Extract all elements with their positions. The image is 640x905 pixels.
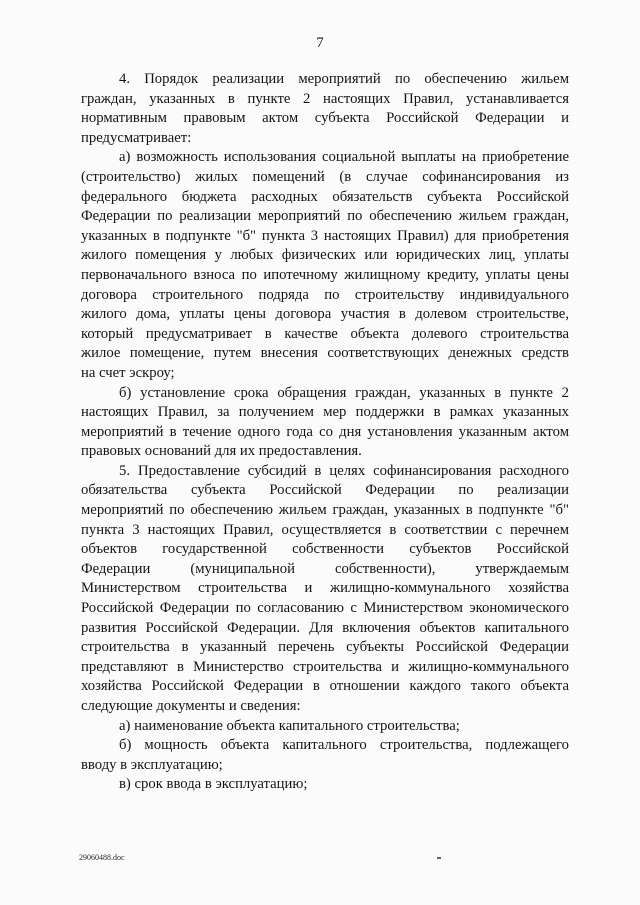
item-a-line-9: жилого дома, уплаты цены договора участия в долевом строительстве, bbox=[81, 306, 569, 323]
item-b-line-3: мероприятий в течение одного года со дня установления указанным актом bbox=[81, 423, 569, 440]
item-a-line-6: жилого помещения у любых физических или юридических лиц, уплаты bbox=[81, 247, 569, 264]
paragraph-5-line-12: хозяйства Российской Федерации в отношении каждого такого объекта bbox=[81, 678, 569, 695]
paragraph-4-line-4: предусматривает: bbox=[81, 129, 192, 146]
document-body bbox=[81, 70, 569, 795]
item-a-line-1: а) возможность использования социальной выплаты на приобретение bbox=[119, 149, 569, 166]
item-a-line-7: первоначального взноса по ипотечному жилищному кредиту, уплаты цены bbox=[81, 266, 569, 283]
paragraph-5-line-2: обязательства субъекта Российской Федерации по реализации bbox=[81, 482, 569, 499]
item-a-line-3: федерального бюджета расходных обязательств субъекта Российской bbox=[81, 188, 569, 205]
paragraph-4-line-2: граждан, указанных в пункте 2 настоящих Правил, устанавливается bbox=[81, 90, 569, 107]
paragraph-5-line-11: представляют в Министерство строительства и жилищно-коммунального bbox=[81, 658, 569, 675]
paragraph-5-line-4: пункта 3 настоящих Правил, осуществляется в соответствии с перечнем bbox=[81, 521, 569, 538]
document-file-code: 29060488.doc bbox=[79, 853, 125, 862]
paragraph-5-line-9: развития Российской Федерации. Для включения объектов капитального bbox=[81, 619, 569, 636]
paragraph-5-line-7: Министерством строительства и жилищно-коммунального хозяйства bbox=[81, 580, 569, 597]
item-b-line-2: настоящих Правил, за получением мер поддержки в рамках указанных bbox=[81, 404, 569, 421]
item-a-line-2: (строительство) жилых помещений (в случае софинансирования из bbox=[81, 168, 569, 185]
paragraph-5-line-10: строительства в указанный перечень субъекты Российской Федерации bbox=[81, 639, 569, 656]
list-item-b-line-1: б) мощность объекта капитального строительства, подлежащего bbox=[119, 737, 569, 754]
paragraph-5-line-1: 5. Предоставление субсидий в целях софинансирования расходного bbox=[119, 462, 569, 479]
paragraph-5-line-5: объектов государственной собственности субъектов Российской bbox=[81, 541, 569, 558]
item-a-line-10: который предусматривает в качестве объекта долевого строительства bbox=[81, 325, 569, 342]
item-a-line-5: указанных в подпункте "б" пункта 3 настоящих Правил) для приобретения bbox=[81, 227, 569, 244]
paragraph-5-line-13: следующие документы и сведения: bbox=[81, 698, 301, 714]
item-a-line-8: договора строительного подряда по строительству индивидуального bbox=[81, 286, 569, 303]
paragraph-4-line-3: нормативным правовым актом субъекта Российской Федерации и bbox=[81, 110, 569, 127]
item-a-line-4: Федерации по реализации мероприятий по обеспечению жильем граждан, bbox=[81, 208, 569, 225]
item-b-line-4: правовых оснований для их предоставления. bbox=[81, 443, 362, 460]
item-b-line-1: б) установление срока обращения граждан, указанных в пункте 2 bbox=[119, 384, 569, 401]
scan-mark bbox=[437, 857, 441, 859]
list-item-c: в) срок ввода в эксплуатацию; bbox=[119, 776, 308, 793]
item-a-line-12: на счет эскроу; bbox=[81, 364, 175, 381]
paragraph-5-line-6: Федерации (муниципальной собственности), утверждаемым bbox=[81, 560, 569, 577]
paragraph-5-line-3: мероприятий по обеспечению жильем граждан, указанных в подпункте "б" bbox=[81, 502, 569, 519]
list-item-b-line-2: вводу в эксплуатацию; bbox=[81, 756, 223, 773]
item-a-line-11: жилое помещение, путем внесения соответствующих денежных средств bbox=[81, 345, 569, 362]
paragraph-4-line-1: 4. Порядок реализации мероприятий по обеспечению жильем bbox=[119, 71, 569, 87]
list-item-a: а) наименование объекта капитального строительства; bbox=[119, 717, 460, 734]
paragraph-5-line-8: Российской Федерации по согласованию с Министерством экономического bbox=[81, 600, 569, 617]
page-number: 7 bbox=[316, 35, 324, 51]
